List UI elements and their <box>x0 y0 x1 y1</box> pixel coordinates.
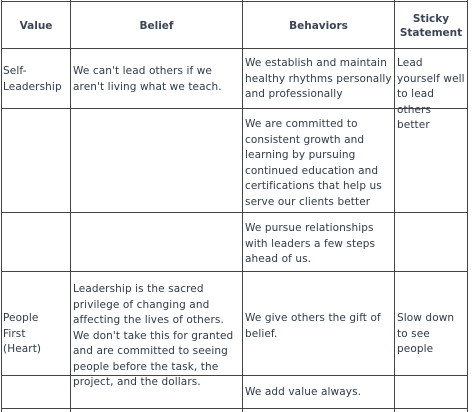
cell-behavior: We give others the gift of belief. <box>245 312 381 340</box>
cell-value: People First (Heart) <box>3 312 42 355</box>
cell-sticky: Slow down to see people <box>397 312 455 355</box>
cell-belief: Leadership is the sacred privilege of changing and affecting the lives of others. We don't take this for granted and are committed to seeing people before the task, the project, and the dollars. <box>73 283 234 388</box>
cell-behavior: We pursue relationships with leaders a few steps ahead of us. <box>245 222 376 265</box>
cell-belief: We can't lead others if we aren't living what we teach. <box>73 65 222 93</box>
table-border <box>1 271 468 272</box>
cell-behavior: We are committed to consistent growth and learning by pursuing continued education and certifications that help us serve our clients better <box>245 118 382 208</box>
table-border <box>1 1 468 2</box>
table-border <box>1 0 2 412</box>
table-border <box>70 0 71 412</box>
table-border <box>1 212 468 213</box>
cell-behavior: We establish and maintain healthy rhythms personally and professionally <box>245 57 392 100</box>
cell-value: Self-Leadership <box>3 65 62 93</box>
table-border <box>394 0 395 412</box>
header-sticky-statement: Sticky Statement <box>399 13 463 39</box>
header-value: Value <box>19 20 53 32</box>
table-border <box>467 0 468 412</box>
table-border <box>242 0 243 412</box>
header-behaviors: Behaviors <box>289 20 348 32</box>
cell-sticky: Lead yourself well to lead others better <box>397 57 465 131</box>
header-belief: Belief <box>139 20 174 32</box>
cell-behavior: We add value always. <box>245 386 362 398</box>
table-border <box>1 48 468 49</box>
table-border <box>1 408 468 409</box>
